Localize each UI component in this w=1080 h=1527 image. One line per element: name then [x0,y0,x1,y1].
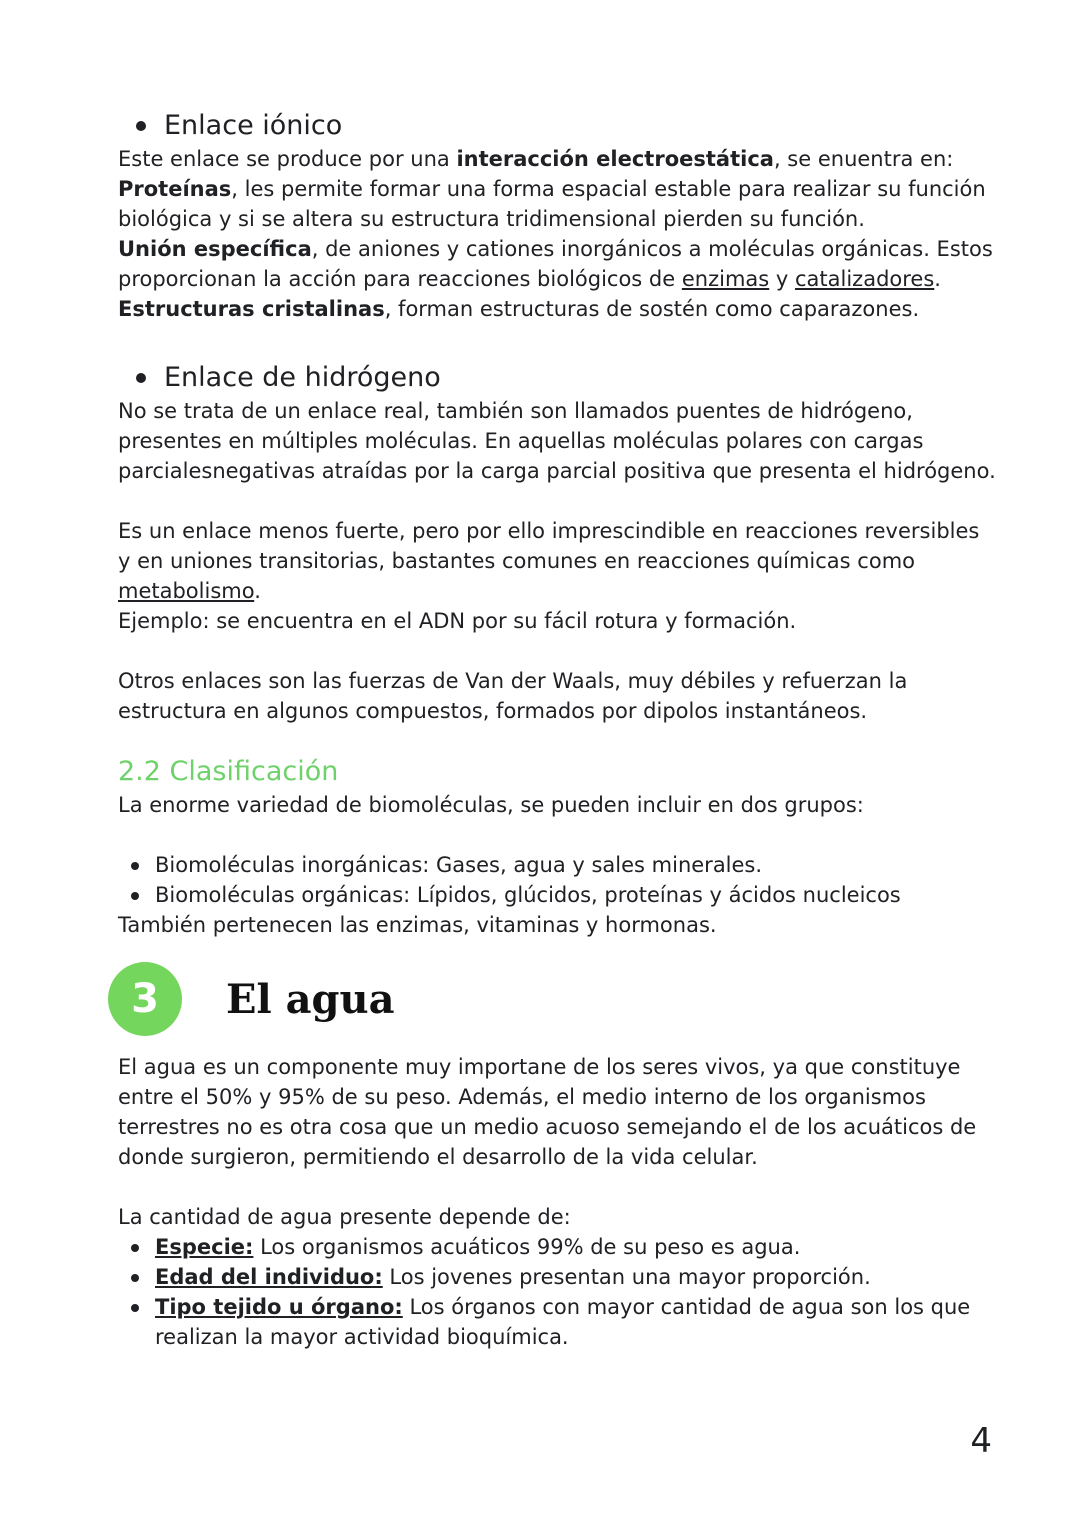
text: . [934,267,941,291]
text: , se enuentra en: [773,147,954,171]
text: y [769,267,795,291]
classification-intro: La enorme variedad de biomoléculas, se pueden incluir en dos grupos: [118,793,864,817]
text: . [254,579,261,603]
hydrogen-example: Ejemplo: se encuentra en el ADN por su fácil rotura y formación. [118,609,797,633]
item-text: Los organismos acuáticos 99% de su peso es agua. [253,1235,801,1259]
item-label: Tipo tejido u órgano: [155,1295,403,1319]
classification-after: También pertenecen las enzimas, vitaminas y hormonas. [118,913,717,937]
list-item: Biomoléculas inorgánicas: Gases, agua y sales minerales. [118,850,998,880]
classification-heading: 2.2 Clasificación [118,756,339,787]
water-intro: La cantidad de agua presente depende de: [118,1205,571,1229]
water-paragraph-1: El agua es un componente muy importane de los seres vivos, ya que constituye entre el 50% y 95% de su peso. Además, el medio interno de los organismos terrestres no es otra cosa que un medio acuoso semejando el de los acuáticos de donde surgieron, permitiendo el desarrollo de la vida celular. [118,1055,977,1169]
item-label: Edad del individuo: [155,1265,383,1289]
bold-text: interacción electroestática [456,147,774,171]
hydrogen-bond-heading [136,360,998,396]
item-text: Los jovenes presentan una mayor proporción. [382,1265,871,1289]
list-item: Biomoléculas orgánicas: Lípidos, glúcidos, proteínas y ácidos nucleicos [118,880,998,910]
bold-text: Proteínas [118,177,232,201]
hydrogen-title: Enlace de hidrógeno [164,362,441,393]
list-item [118,1262,998,1292]
text: Este enlace se produce por una [118,147,457,171]
ionic-crystal [118,294,998,324]
bullet-icon [136,121,146,131]
item-text: Los órganos con mayor cantidad de agua son los que realizan la mayor actividad bioquímica. [155,1295,971,1349]
text: , les permite formar una forma espacial estable para realizar su función biológica y si se altera su estructura tridimensional pierden su función. [118,177,986,231]
section-number-badge: 3 [108,962,182,1036]
section-title: El agua [226,976,395,1023]
ionic-proteins [118,174,998,234]
classification-list [118,850,998,910]
metabolismo-link[interactable]: metabolismo [118,579,255,603]
ionic-bond-heading [136,108,998,144]
page-content [118,108,998,1352]
text: , de aniones y cationes inorgánicos a moléculas orgánicas. Estos proporcionan la acción para reacciones biológicos de [118,237,993,291]
bold-text: Estructuras cristalinas [118,297,385,321]
hydrogen-paragraph-1: No se trata de un enlace real, también son llamados puentes de hidrógeno, presentes en múltiples moléculas. En aquellas moléculas polares con cargas parcialesnegativas atraídas por la carga parcial positiva que presenta el hidrógeno. [118,399,996,483]
ionic-title: Enlace iónico [164,110,343,141]
text: Es un enlace menos fuerte, pero por ello imprescindible en reacciones reversibles y en uniones transitorias, bastantes comunes en reacciones químicas como [118,519,980,573]
bold-text: Unión específica [118,237,312,261]
water-factors-list [118,1232,998,1352]
ionic-union [118,234,998,294]
bullet-icon [136,373,146,383]
enzimas-link[interactable]: enzimas [681,267,770,291]
section-3-header [118,962,998,1044]
catalizadores-link[interactable]: catalizadores [795,267,935,291]
list-item [118,1232,998,1262]
list-item [118,1292,998,1352]
van-der-waals-paragraph: Otros enlaces son las fuerzas de Van der Waals, muy débiles y refuerzan la estructura en algunos compuestos, formados por dipolos instantáneos. [118,669,908,723]
page-number: 4 [970,1421,992,1461]
text: , forman estructuras de sostén como caparazones. [384,297,920,321]
hydrogen-paragraph-2 [118,516,998,606]
ionic-paragraph-1 [118,144,998,174]
item-label: Especie: [155,1235,254,1259]
